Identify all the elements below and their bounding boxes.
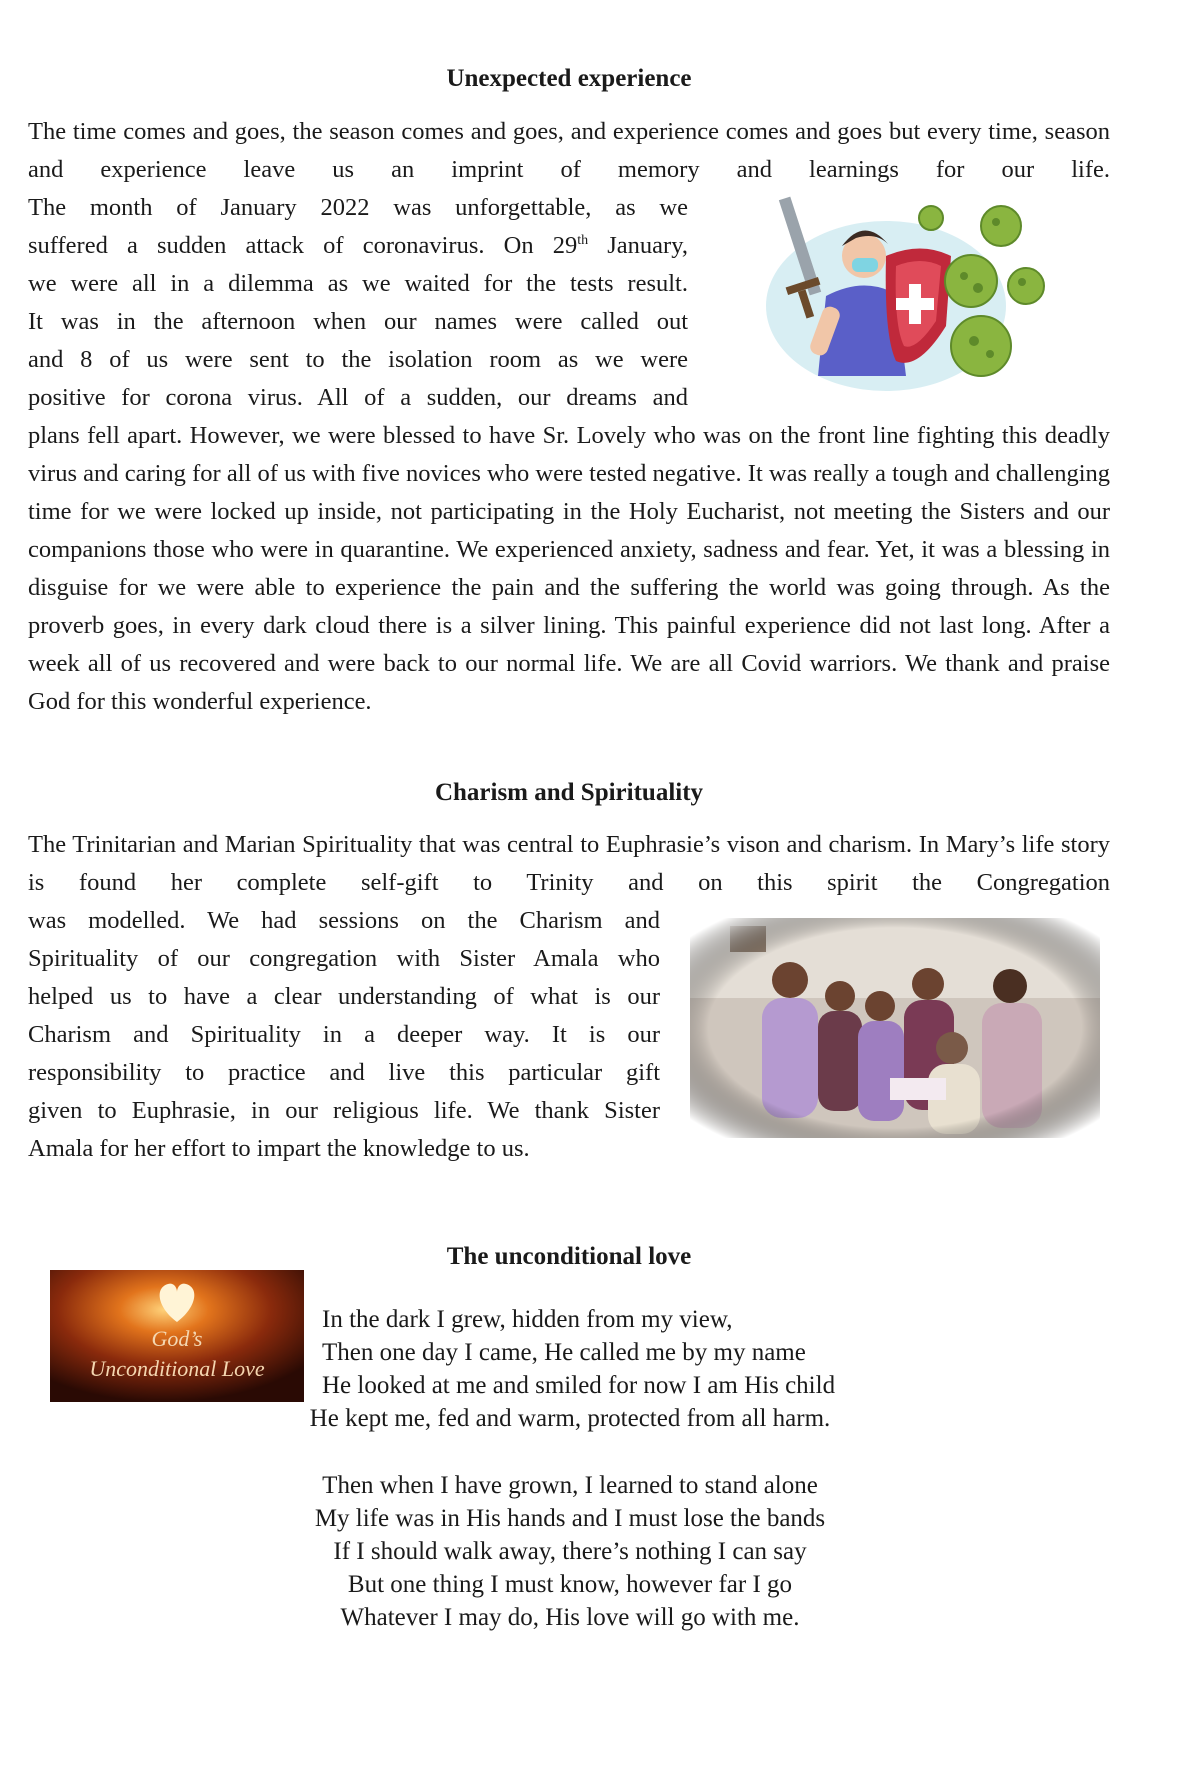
wrap-line: and 8 of us were sent to the isolation room as we were bbox=[28, 346, 688, 373]
poem-line: If I should walk away, there’s nothing I can say bbox=[333, 1538, 807, 1565]
covid-warrior-illustration bbox=[756, 186, 1066, 396]
banner-text-line2: Unconditional Love bbox=[89, 1356, 265, 1381]
section1-paragraph-intro: The time comes and goes, the season comes and goes, and experience comes and goes but every time, season and experience leave us an imprint of memory and learnings for our life. bbox=[28, 118, 1110, 183]
wrap-line: Spirituality of our congregation with Sister Amala who bbox=[28, 945, 660, 972]
sisters-group-photo bbox=[690, 918, 1100, 1138]
poem-stanza-2 bbox=[0, 1469, 1140, 1634]
wrap-line: given to Euphrasie, in our religious life. We thank Sister bbox=[28, 1097, 660, 1124]
wrap-line: The month of January 2022 was unforgettable, as we bbox=[28, 194, 688, 221]
section2-paragraph-intro: The Trinitarian and Marian Spirituality that was central to Euphrasie’s vison and charism. In Mary’s life story is found her complete self-gift to Trinity and on this spirit the Congregation bbox=[28, 831, 1110, 896]
section2-wrap-block bbox=[28, 902, 660, 1168]
wrap-line-tail: January, bbox=[588, 232, 688, 259]
poem-line: Whatever I may do, His love will go with me. bbox=[340, 1604, 800, 1631]
poem-line: Then one day I came, He called me by my name bbox=[322, 1339, 806, 1366]
wrap-line: helped us to have a clear understanding of what is our bbox=[28, 983, 660, 1010]
wrap-line: Charism and Spirituality in a deeper way. It is our bbox=[28, 1021, 660, 1048]
poem-line: But one thing I must know, however far I go bbox=[347, 1571, 793, 1598]
superscript-th: th bbox=[577, 232, 589, 248]
poem-line: He kept me, fed and warm, protected from all harm. bbox=[309, 1405, 831, 1432]
poem-line: He looked at me and smiled for now I am His child bbox=[322, 1372, 836, 1399]
wrap-line-text: suffered a sudden attack of coronavirus. On 29 bbox=[28, 232, 578, 259]
poem-line: Then when I have grown, I learned to stand alone bbox=[322, 1472, 818, 1499]
poem-stanza-1 bbox=[322, 1303, 835, 1402]
section-title-unconditional-love: The unconditional love bbox=[446, 1243, 692, 1270]
section-title-charism: Charism and Spirituality bbox=[434, 779, 704, 806]
poem-line: My life was in His hands and I must lose the bands bbox=[314, 1505, 826, 1532]
wrap-line: It was in the afternoon when our names were called out bbox=[28, 308, 688, 335]
wrap-line: we were all in a dilemma as we waited for the tests result. bbox=[28, 270, 688, 297]
wrap-line: responsibility to practice and live this particular gift bbox=[28, 1059, 660, 1086]
section-title-unexpected: Unexpected experience bbox=[446, 65, 692, 92]
wrap-line: positive for corona virus. All of a sudden, our dreams and bbox=[28, 384, 688, 411]
wrap-line: Amala for her effort to impart the knowledge to us. bbox=[28, 1135, 530, 1162]
banner-text-line1: God’s bbox=[151, 1326, 203, 1351]
wrap-line: was modelled. We had sessions on the Charism and bbox=[28, 907, 660, 934]
wrap-line bbox=[28, 227, 688, 265]
poem-line: In the dark I grew, hidden from my view, bbox=[322, 1306, 733, 1333]
gods-unconditional-love-banner bbox=[50, 1270, 304, 1402]
section1-paragraph-rest: plans fell apart. However, we were blessed to have Sr. Lovely who was on the front line fighting this deadly virus and caring for all of us with five novices who were tested negative. It was really a tough and challenging time for we were locked up inside, not participating in the Holy Eucharist, not meeting the Sisters and our companions those who were in quarantine. We experienced anxiety, sadness and fear. Yet, it was a blessing in disguise for we were able to experience the pain and the suffering the world was going through. As the proverb goes, in every dark cloud there is a silver lining. This painful experience did not last long. After a week all of us recovered and were back to our normal life. We are all Covid warriors. We thank and praise God for this wonderful experience. bbox=[28, 422, 1110, 715]
poem-stanza-1-last bbox=[0, 1402, 1140, 1435]
section1-wrap-block bbox=[28, 189, 688, 417]
